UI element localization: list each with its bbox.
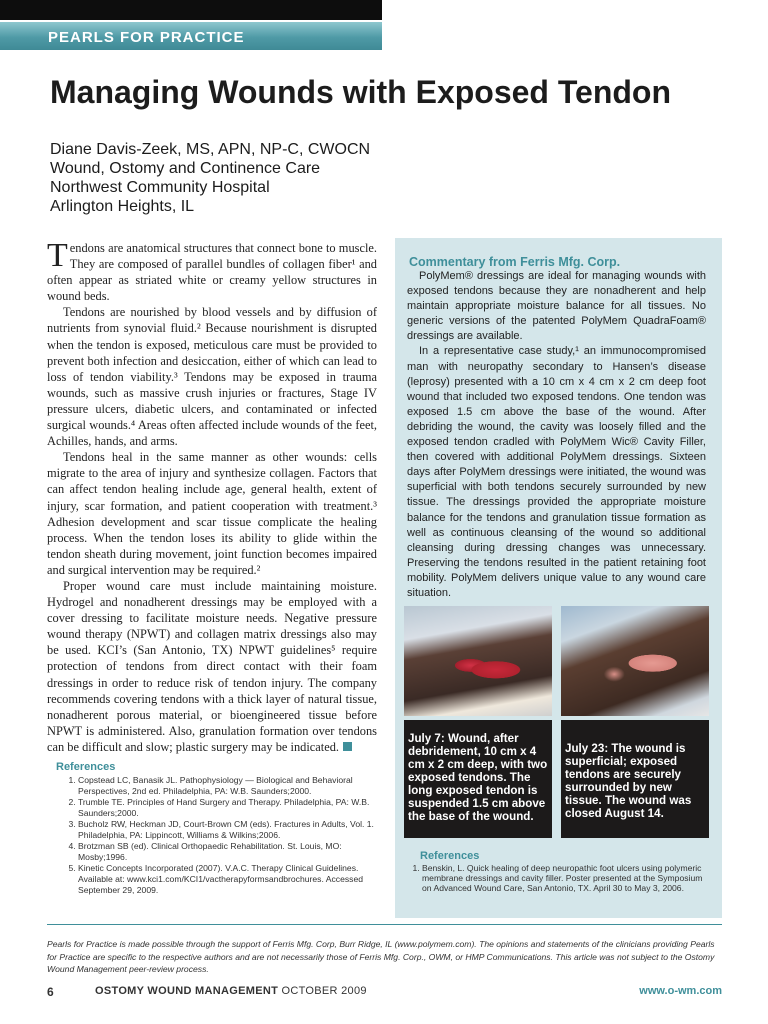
commentary-text xyxy=(407,269,706,601)
commentary-paragraph: In a representative case study,¹ an immunocompromised man with neuropathy secondary to Hansen’s disease (leprosy) presented with a 10 cm x 4 cm x 2 cm deep foot wound that included two exposed tendons. One tendon was exposed 1.5 cm above the base of the wound. After debriding the wound, the cavity was loosely filled and the exposed tendon cradled with PolyMem Wic® Cavity Filler, then covered with additional PolyMem dressings. Sixteen days after PolyMem dressings were initiated, the wound was superficial with both tendons securely surrounded by new tissue. The dressings provided the appropriate moisture balance for the tendons and granulation tissue formation as well as continuous cleansing of the wound so additional cleansing during dressing changes was unnecessary. Preserving the tendons resulted in the patient retaining foot mobility. PolyMem delivers unique value to any wound care situation. xyxy=(407,345,706,599)
photo-caption: July 7: Wound, after debridement, 10 cm x 4 cm x 2 cm deep, with two exposed tendons. The long exposed tendon is suspended 1.5 cm above the base of the wound. xyxy=(404,720,552,838)
disclaimer: Pearls for Practice is made possible through the support of Ferris Mfg. Corp, Burr Ridge, IL (www.polymem.com). The opinions and statements of the clinicians providing Pearls for Practice are specific to the respective authors and are not necessarily those of Ferris Mfg. Corp., OWM, or HMP Communications. This article was not subject to the Ostomy Wound Management peer-review process. xyxy=(47,939,715,974)
commentary-paragraph: PolyMem® dressings are ideal for managing wounds with exposed tendons because they are nonadherent and help maintain appropriate moisture balance for all tissues. No generic versions of the patented PolyMem QuadraFoam® dressings are available. xyxy=(407,270,706,343)
header-black-bar xyxy=(0,0,382,20)
reference-item: 3. Bucholz RW, Heckman JD, Court-Brown CM (eds). Fractures in Adults, Vol. 1. Philadelphia, PA: Lippincott, Williams & Wilkins;2006. xyxy=(78,819,374,841)
author-hospital: Northwest Community Hospital xyxy=(50,179,270,196)
commentary-references-list xyxy=(404,863,714,893)
page-number: 6 xyxy=(47,985,54,999)
wound-photo-july-7 xyxy=(404,606,552,716)
paragraph-text: Proper wound care must include maintaining moisture. Hydrogel and nonadherent dressings may be employed with a cover dressing to facilitate moisture needs. Negative pressure wound therapy (NPWT) and collagen matrix dressings also may be used. KCI’s (San Antonio, TX) NPWT guidelines⁵ require protection of tendons from direct contact with their foam dressings in order to reduce risk of tendon injury. The company recommends covering tendons with a thick layer of natural tissue, nonadherent porous material, or bioengineered tissue before NPWT is administered. Also, granulation formation over tendons can be difficult and slow; plastic surgery may be indicated. xyxy=(47,578,377,754)
body-paragraph: Tendons heal in the same manner as other wounds: cells migrate to the area of injury and synthesize collagen. Factors that can affect tendon healing include age, general health, extent of injury, scar formation, and patient cooperation with treatment.³ Adhesion development and scar tissue complicate the healing process. When the tendon loses its ability to glide within the tendon sheath during movement, joint function becomes impaired and surgical intervention may be required.² xyxy=(47,450,377,577)
journal-url-link[interactable]: www.o-wm.com xyxy=(639,985,722,997)
references-list xyxy=(52,775,374,896)
article-body xyxy=(47,237,377,755)
body-paragraph xyxy=(47,578,377,755)
journal-name xyxy=(95,985,367,997)
section-label: PEARLS FOR PRACTICE xyxy=(48,29,245,46)
wound-photo-july-23 xyxy=(561,606,709,716)
reference-item: 1. Benskin, L. Quick healing of deep neuropathic foot ulcers using polymeric membrane dressings and cavity filler. Poster presented at the Symposium on Advanced Wound Care, San Antonio, TX. April 30 to May 3, 2006. xyxy=(422,863,714,893)
references xyxy=(52,762,374,896)
author-department: Wound, Ostomy and Continence Care xyxy=(50,160,321,177)
photo-caption: July 23: The wound is superficial; exposed tendons are securely surrounded by new tissue. The wound was closed August 14. xyxy=(561,720,709,838)
author-block xyxy=(50,140,370,216)
commentary-references xyxy=(404,851,714,893)
end-mark-icon xyxy=(343,742,352,751)
author-location: Arlington Heights, IL xyxy=(50,198,195,215)
journal-issue: OCTOBER 2009 xyxy=(281,985,367,997)
body-paragraph: Tendons are nourished by blood vessels and by diffusion of nutrients from synovial fluid.² Because nourishment is disrupted when the tendon is exposed, meticulous care must be provided to prevent both infection and desiccation, either of which can lead to loss of tendon viability.³ Tendons may be exposed in trauma wounds, such as massive crush injuries or fractures, Stage IV pressure ulcers, diabetic ulcers, and contaminated or infected surgical wounds.⁴ Areas often affected include wounds of the feet, Achilles, hands, and arms. xyxy=(47,305,377,449)
body-paragraph xyxy=(47,237,377,304)
reference-item: 1. Copstead LC, Banasik JL. Pathophysiology — Biological and Behavioral Perspectives, 2nd ed. Philadelphia, PA: W.B. Saunders;2000. xyxy=(78,775,374,797)
author-name: Diane Davis-Zeek, MS, APN, NP-C, CWOCN xyxy=(50,141,371,158)
article-title: Managing Wounds with Exposed Tendon xyxy=(50,74,672,110)
reference-item: 5. Kinetic Concepts Incorporated (2007). V.A.C. Therapy Clinical Guidelines. Available at: www.kci1.com/KCI1/vactherapyformsandbrochures. Accessed September 29, 2009. xyxy=(78,863,374,896)
reference-item: 2. Trumble TE. Principles of Hand Surgery and Therapy. Philadelphia, PA: W.B. Saunders;2000. xyxy=(78,797,374,819)
references-title: References xyxy=(56,761,116,773)
footer-divider xyxy=(47,924,722,925)
reference-item: 4. Brotzman SB (ed). Clinical Orthopaedic Rehabilitation. St. Louis, MO: Mosby;1996. xyxy=(78,841,374,863)
drop-cap: T xyxy=(47,237,68,274)
commentary-title: Commentary from Ferris Mfg. Corp. xyxy=(409,255,621,269)
journal-title: OSTOMY WOUND MANAGEMENT xyxy=(95,985,279,997)
commentary-references-title: References xyxy=(420,850,480,862)
paragraph-text: endons are anatomical structures that connect bone to muscle. They are composed of parallel bundles of collagen fiber¹ and often appear as striated white or creamy yellow structures in wound beds. xyxy=(47,241,377,304)
